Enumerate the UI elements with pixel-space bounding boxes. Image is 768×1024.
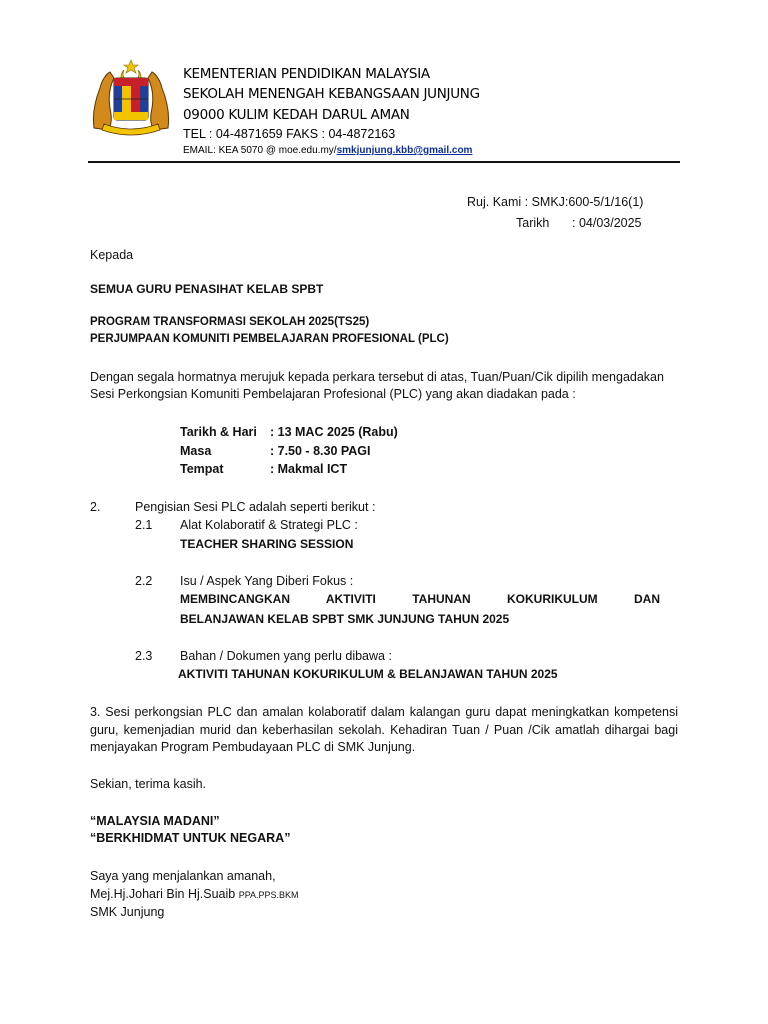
school-address: 09000 KULIM KEDAH DARUL AMAN <box>183 107 410 123</box>
detail-label-place: Tempat <box>180 462 224 476</box>
signer-honours: PPA.PPS.BKM <box>238 890 299 900</box>
item-2-1-value: TEACHER SHARING SESSION <box>180 537 354 551</box>
detail-value-time: : 7.50 - 8.30 PAGI <box>270 444 371 458</box>
section-2-number: 2. <box>90 500 101 514</box>
ministry-name: KEMENTERIAN PENDIDIKAN MALAYSIA <box>183 66 430 82</box>
date-label: Tarikh <box>516 216 550 230</box>
school-phone: TEL : 04-4871659 FAKS : 04-4872163 <box>183 127 396 141</box>
header-divider <box>88 161 680 163</box>
recipient-name: SEMUA GURU PENASIHAT KELAB SPBT <box>90 282 324 296</box>
item-2-3-number: 2.3 <box>135 649 153 663</box>
email-link[interactable]: smkjunjung.kbb@gmail.com <box>336 145 473 156</box>
subject-line-2: PERJUMPAAN KOMUNITI PEMBELAJARAN PROFESIONAL (PLC) <box>90 333 449 345</box>
closing-amanah: Saya yang menjalankan amanah, <box>90 869 276 883</box>
item-2-2-value-line-2: BELANJAWAN KELAB SPBT SMK JUNJUNG TAHUN 2025 <box>180 612 510 626</box>
item-2-3-label: Bahan / Dokumen yang perlu dibawa : <box>180 649 392 663</box>
malaysia-crest-logo <box>90 58 172 138</box>
detail-value-date: : 13 MAC 2025 (Rabu) <box>270 425 398 439</box>
item-2-1-number: 2.1 <box>135 518 153 532</box>
email-prefix: EMAIL: KEA 5070 @ moe.edu.my/ <box>183 145 337 156</box>
signer-name: Mej.Hj.Johari Bin Hj.Suaib <box>90 887 236 901</box>
reference-number: Ruj. Kami : SMKJ:600-5/1/16(1) <box>467 195 644 209</box>
slogan-berkhidmat: “BERKHIDMAT UNTUK NEGARA” <box>90 831 291 845</box>
subject-line-1: PROGRAM TRANSFORMASI SEKOLAH 2025(TS25) <box>90 316 370 328</box>
item-2-3-value: AKTIVITI TAHUNAN KOKURIKULUM & BELANJAWAN TAHUN 2025 <box>178 667 558 681</box>
detail-label-date: Tarikh & Hari <box>180 425 257 439</box>
recipient-label: Kepada <box>90 248 134 262</box>
section-3-paragraph: 3. Sesi perkongsian PLC dan amalan kolaboratif dalam kalangan guru dapat meningkatkan kompetensi guru, kemenjadian murid dan keberhasilan sekolah. Kehadiran Tuan / Puan /Cik amatlah dihargai bagi menjayakan Program Pembudayaan PLC di SMK Junjung. <box>90 705 678 754</box>
school-name: SEKOLAH MENENGAH KEBANGSAAN JUNJUNG <box>183 86 480 102</box>
signer-line <box>90 887 299 901</box>
school-email <box>183 145 472 156</box>
item-2-1-label: Alat Kolaboratif & Strategi PLC : <box>180 518 358 532</box>
item-2-2-label: Isu / Aspek Yang Diberi Fokus : <box>180 574 354 588</box>
section-2-text: Pengisian Sesi PLC adalah seperti berikut : <box>135 500 376 514</box>
slogan-madani: “MALAYSIA MADANI” <box>90 814 220 828</box>
intro-line-2: Sesi Perkongsian Komuniti Pembelajaran Profesional (PLC) yang akan diadakan pada : <box>90 387 576 401</box>
intro-line-1: Dengan segala hormatnya merujuk kepada perkara tersebut di atas, Tuan/Puan/Cik dipilih mengadakan <box>90 370 664 384</box>
item-2-2-number: 2.2 <box>135 574 153 588</box>
date-value: : 04/03/2025 <box>572 216 642 230</box>
closing-thanks: Sekian, terima kasih. <box>90 777 207 791</box>
detail-value-place: : Makmal ICT <box>270 462 348 476</box>
signer-organization: SMK Junjung <box>90 905 165 919</box>
detail-label-time: Masa <box>180 444 212 458</box>
item-2-2-value-line-1: MEMBINCANGKAN AKTIVITI TAHUNAN KOKURIKULUM DAN <box>180 592 660 606</box>
